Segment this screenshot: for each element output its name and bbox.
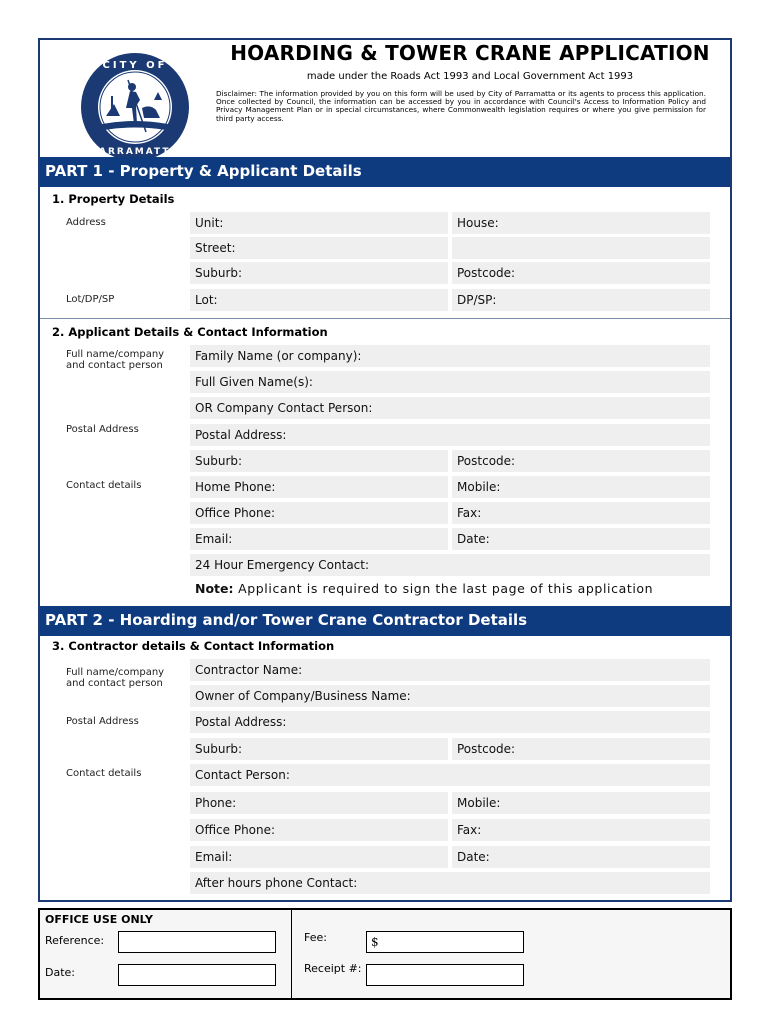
house-field[interactable]: House: xyxy=(452,212,710,234)
contractor-suburb-field[interactable]: Suburb: xyxy=(190,738,448,760)
contractor-name-label: Full name/company and contact person xyxy=(66,667,165,689)
logo-text-bottom: PARRAMATTA xyxy=(91,147,179,157)
signature-note xyxy=(195,581,653,596)
given-names-field[interactable]: Full Given Name(s): xyxy=(190,371,710,393)
suburb-field[interactable]: Suburb: xyxy=(190,262,448,284)
lot-field[interactable]: Lot: xyxy=(190,289,448,311)
part2-title-bar: PART 2 - Hoarding and/or Tower Crane Contractor Details xyxy=(40,606,730,636)
postcode-field[interactable]: Postcode: xyxy=(452,262,710,284)
dp-sp-field[interactable]: DP/SP: xyxy=(452,289,710,311)
receipt-label: Receipt #: xyxy=(304,962,362,975)
applicant-date-field[interactable]: Date: xyxy=(452,528,710,550)
company-contact-field[interactable]: OR Company Contact Person: xyxy=(190,397,710,419)
address-label: Address xyxy=(66,217,106,228)
contractor-date-field[interactable]: Date: xyxy=(452,846,710,868)
contractor-mobile-field[interactable]: Mobile: xyxy=(452,792,710,814)
note-bold: Note: xyxy=(195,581,234,596)
office-use-divider xyxy=(291,910,292,998)
unit-field[interactable]: Unit: xyxy=(190,212,448,234)
after-hours-contact-field[interactable]: After hours phone Contact: xyxy=(190,872,710,894)
applicant-name-label: Full name/company and contact person xyxy=(66,349,165,371)
contractor-fax-field[interactable]: Fax: xyxy=(452,819,710,841)
office-date-input[interactable] xyxy=(118,964,276,986)
applicant-suburb-field[interactable]: Suburb: xyxy=(190,450,448,472)
contractor-postcode-field[interactable]: Postcode: xyxy=(452,738,710,760)
contractor-details-heading: 3. Contractor details & Contact Information xyxy=(52,639,335,653)
fee-label: Fee: xyxy=(304,931,327,944)
logo-text-top: CITY OF xyxy=(102,60,168,71)
office-use-box xyxy=(38,908,732,1000)
receipt-input[interactable] xyxy=(366,964,524,986)
street-extra-field[interactable] xyxy=(452,237,710,259)
disclaimer-text: Disclaimer: The information provided by you on this form will be used by City of Parramatta or its agents to process this application. Once collected by Council, the information can be accessed by you in accordance with Council's Access to Information Policy and Privacy Management Plan or in special circumstances, where Commonwealth legislation requires or where you give permission for third party access. xyxy=(216,89,706,123)
fee-input[interactable]: $ xyxy=(366,931,524,953)
part1-title-bar: PART 1 - Property & Applicant Details xyxy=(40,157,730,187)
contractor-postal-address-field[interactable]: Postal Address: xyxy=(190,711,710,733)
application-form xyxy=(38,38,732,902)
contractor-postal-label: Postal Address xyxy=(66,716,139,727)
applicant-mobile-field[interactable]: Mobile: xyxy=(452,476,710,498)
contractor-email-field[interactable]: Email: xyxy=(190,846,448,868)
contractor-name-field[interactable]: Contractor Name: xyxy=(190,659,710,681)
form-title: HOARDING & TOWER CRANE APPLICATION xyxy=(230,41,710,65)
applicant-office-phone-field[interactable]: Office Phone: xyxy=(190,502,448,524)
contractor-office-phone-field[interactable]: Office Phone: xyxy=(190,819,448,841)
applicant-postal-label: Postal Address xyxy=(66,424,139,435)
business-owner-field[interactable]: Owner of Company/Business Name: xyxy=(190,685,710,707)
home-phone-field[interactable]: Home Phone: xyxy=(190,476,448,498)
form-subtitle: made under the Roads Act 1993 and Local Government Act 1993 xyxy=(306,71,634,82)
applicant-fax-field[interactable]: Fax: xyxy=(452,502,710,524)
contractor-phone-field[interactable]: Phone: xyxy=(190,792,448,814)
city-of-parramatta-logo xyxy=(80,52,190,162)
applicant-email-field[interactable]: Email: xyxy=(190,528,448,550)
applicant-contact-label: Contact details xyxy=(66,480,142,491)
note-text: Applicant is required to sign the last page of this application xyxy=(233,581,654,596)
office-date-label: Date: xyxy=(45,966,75,979)
applicant-details-heading: 2. Applicant Details & Contact Information xyxy=(52,325,328,339)
office-use-heading: OFFICE USE ONLY xyxy=(45,913,153,926)
emergency-contact-field[interactable]: 24 Hour Emergency Contact: xyxy=(190,554,710,576)
street-field[interactable]: Street: xyxy=(190,237,448,259)
lot-dp-sp-label: Lot/DP/SP xyxy=(66,294,115,305)
family-name-field[interactable]: Family Name (or company): xyxy=(190,345,710,367)
applicant-postcode-field[interactable]: Postcode: xyxy=(452,450,710,472)
property-details-heading: 1. Property Details xyxy=(52,192,175,206)
contractor-contact-label: Contact details xyxy=(66,768,142,779)
applicant-postal-address-field[interactable]: Postal Address: xyxy=(190,424,710,446)
section-divider xyxy=(40,318,730,319)
reference-label: Reference: xyxy=(45,934,105,947)
contact-person-field[interactable]: Contact Person: xyxy=(190,764,710,786)
reference-input[interactable] xyxy=(118,931,276,953)
